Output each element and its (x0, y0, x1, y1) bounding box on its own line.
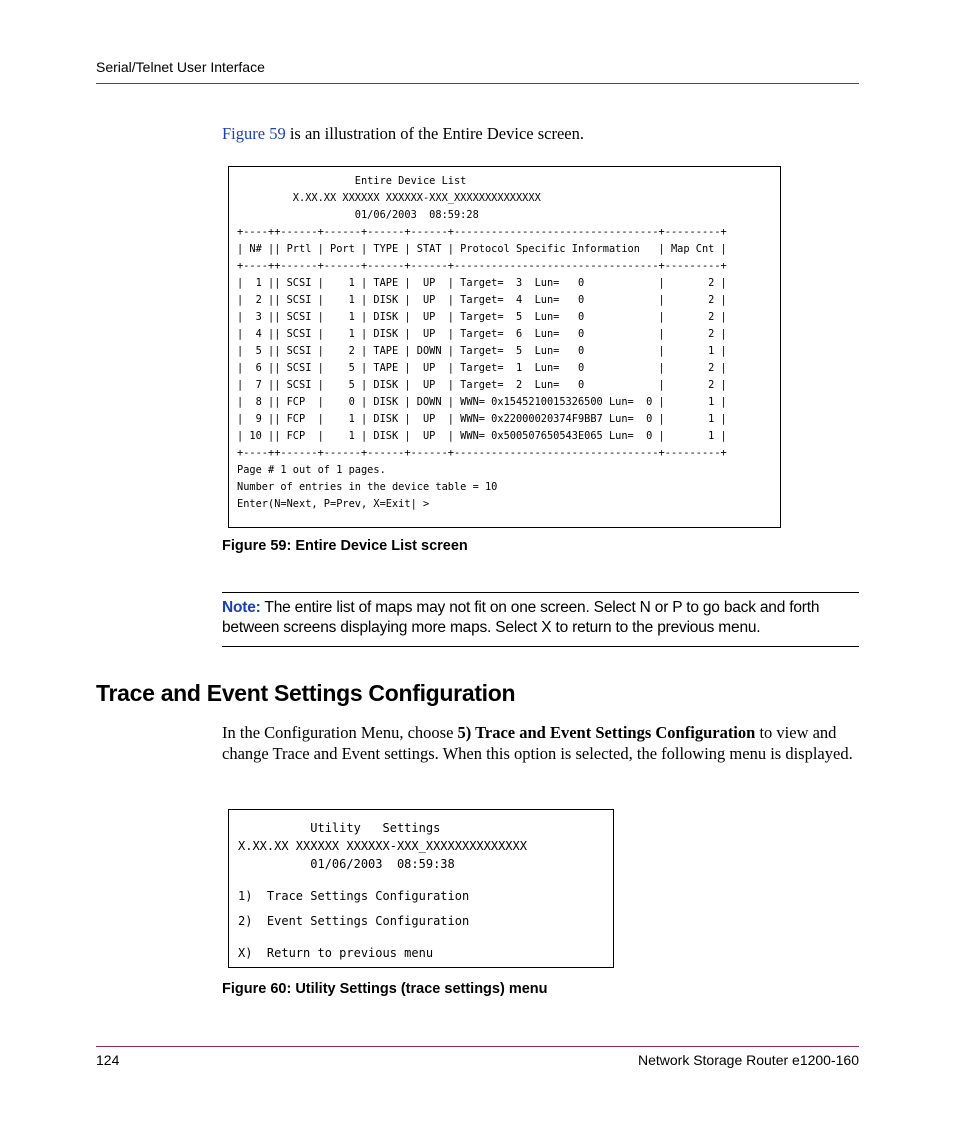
figure-60-caption: Figure 60: Utility Settings (trace settings) menu (222, 981, 548, 997)
table-row: | 8 || FCP | 0 | DISK | DOWN | WWN= 0x1545210015326500 Lun= 0 | 1 | (237, 396, 727, 408)
paragraph-text: to view and change Trace and Event settings. When this option is selected, the following menu is displayed. (222, 723, 853, 763)
footer-title: Network Storage Router e1200-160 (637, 1052, 859, 1068)
terminal-line: 01/06/2003 08:59:38 (238, 857, 455, 871)
table-row: | 5 || SCSI | 2 | TAPE | DOWN | Target= 5 Lun= 0 | 1 | (237, 345, 727, 357)
table-row: | 2 || SCSI | 1 | DISK | UP | Target= 4 Lun= 0 | 2 | (237, 294, 727, 306)
key-p: P (672, 599, 683, 616)
page-count-line: Page # 1 out of 1 pages. (237, 464, 386, 476)
table-row: | 7 || SCSI | 5 | DISK | UP | Target= 2 Lun= 0 | 2 | (237, 379, 727, 391)
table-header: | N# || Prtl | Port | TYPE | STAT | Protocol Specific Information | Map Cnt | (237, 243, 727, 255)
table-row: | 9 || FCP | 1 | DISK | UP | WWN= 0x22000020374F9BB7 Lun= 0 | 1 | (237, 413, 727, 425)
terminal-line: 01/06/2003 08:59:28 (237, 209, 479, 221)
note-box (222, 598, 862, 638)
figure-59-link[interactable]: Figure 59 (222, 124, 286, 143)
note-text: or (650, 599, 673, 616)
key-n: N (639, 599, 651, 616)
table-border: +----++------+------+------+------+---------------------------------+---------+ (237, 260, 727, 272)
paragraph-text: In the Configuration Menu, choose (222, 723, 458, 742)
prompt-line: Enter(N=Next, P=Prev, X=Exit| > (237, 498, 430, 510)
table-row: | 3 || SCSI | 1 | DISK | UP | Target= 5 Lun= 0 | 2 | (237, 311, 727, 323)
table-row: | 1 || SCSI | 1 | TAPE | UP | Target= 3 Lun= 0 | 2 | (237, 277, 727, 289)
menu-item-event: 2) Event Settings Configuration (238, 914, 470, 928)
note-label: Note: (222, 599, 261, 616)
note-text: to return to the previous menu. (551, 619, 761, 636)
section-paragraph (222, 722, 859, 764)
entire-device-list-screen (228, 166, 781, 528)
terminal-line: X.XX.XX XXXXXX XXXXXX-XXX_XXXXXXXXXXXXXX (237, 192, 541, 204)
menu-option-reference: 5) Trace and Event Settings Configuration (457, 723, 756, 742)
intro-text: is an illustration of the Entire Device screen. (285, 124, 584, 143)
running-header: Serial/Telnet User Interface (96, 59, 265, 75)
note-text: to go back and forth between screens displaying more maps. Select (222, 599, 820, 636)
terminal-line: Entire Device List (237, 175, 467, 187)
intro-paragraph (222, 123, 584, 144)
footer-rule (96, 1046, 859, 1047)
header-rule (96, 83, 859, 84)
table-row: | 10 || FCP | 1 | DISK | UP | WWN= 0x500507650543E065 Lun= 0 | 1 | (237, 430, 727, 442)
utility-settings-screen (228, 809, 614, 968)
table-border: +----++------+------+------+------+---------------------------------+---------+ (237, 226, 727, 238)
table-border: +----++------+------+------+------+---------------------------------+---------+ (237, 447, 727, 459)
note-text: The entire list of maps may not fit on one screen. Select (260, 599, 640, 616)
menu-item-trace: 1) Trace Settings Configuration (238, 889, 470, 903)
page-number: 124 (96, 1052, 120, 1068)
terminal-line: X.XX.XX XXXXXX XXXXXX-XXX_XXXXXXXXXXXXXX (238, 839, 527, 853)
section-title: Trace and Event Settings Configuration (96, 680, 516, 706)
table-row: | 6 || SCSI | 5 | TAPE | UP | Target= 1 Lun= 0 | 2 | (237, 362, 727, 374)
note-bottom-rule (222, 646, 859, 647)
menu-title-line: Utility Settings (238, 821, 441, 835)
entry-count-line: Number of entries in the device table = 10 (237, 481, 498, 493)
figure-59-caption: Figure 59: Entire Device List screen (222, 538, 468, 554)
key-x: X (541, 619, 552, 636)
menu-item-return: X) Return to previous menu (238, 946, 434, 960)
table-row: | 4 || SCSI | 1 | DISK | UP | Target= 6 Lun= 0 | 2 | (237, 328, 727, 340)
note-top-rule (222, 592, 859, 593)
